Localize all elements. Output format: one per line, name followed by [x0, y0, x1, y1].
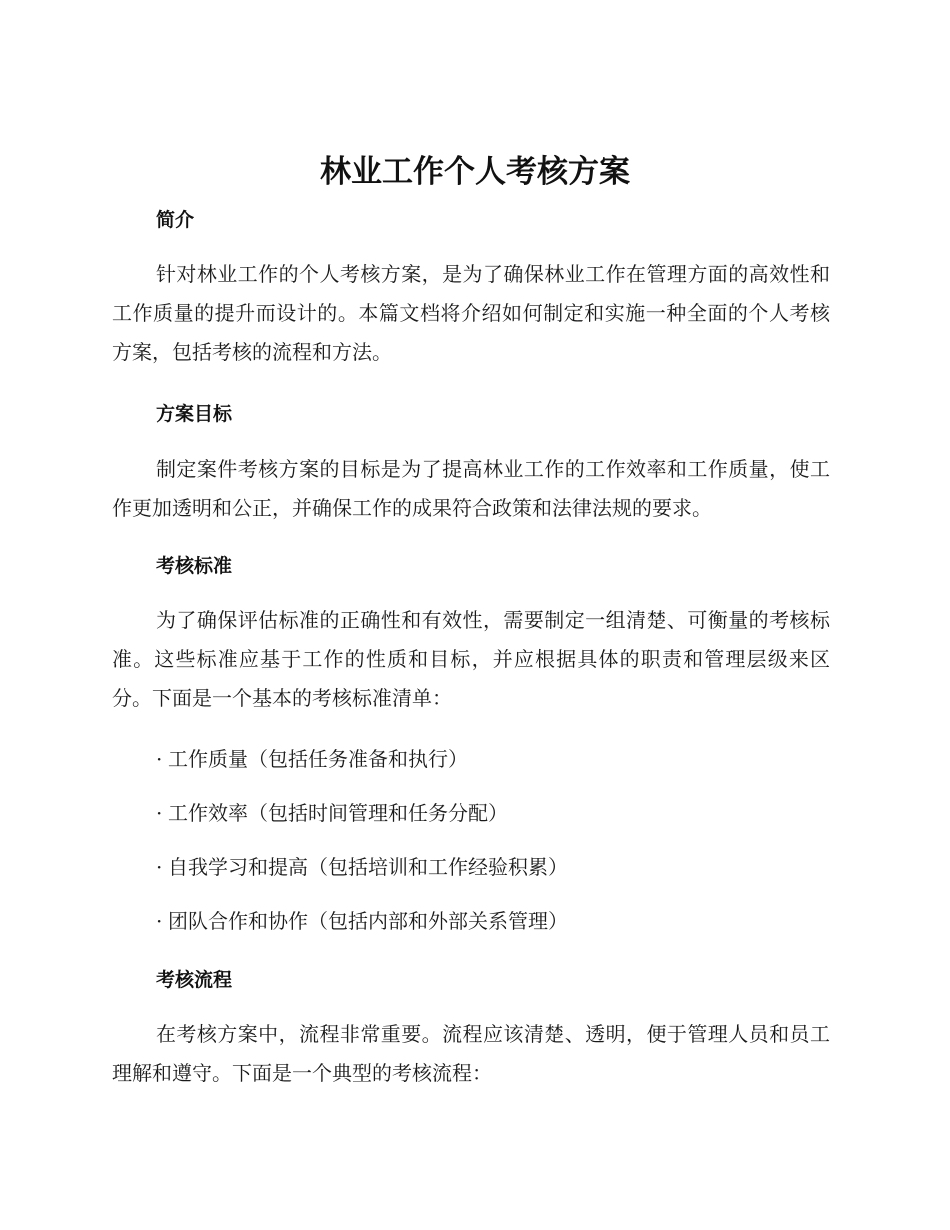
section-heading-process: 考核流程 — [156, 969, 233, 991]
bullet-mark: · — [156, 855, 163, 879]
section-heading-intro: 简介 — [156, 209, 195, 231]
section-paragraph-goals: 制定案件考核方案的目标是为了提高林业工作的工作效率和工作质量，使工作更加透明和公正，并确保工作的成果符合政策和法律法规的要求。 — [112, 457, 830, 520]
criteria-list-item — [156, 744, 468, 774]
section-heading-criteria: 考核标准 — [156, 555, 233, 577]
criteria-list-item-text: 自我学习和提高（包括培训和工作经验积累） — [168, 855, 568, 879]
criteria-list-item — [156, 852, 568, 882]
section-heading-goals: 方案目标 — [156, 403, 233, 425]
section-paragraph-criteria: 为了确保评估标准的正确性和有效性，需要制定一组清楚、可衡量的考核标准。这些标准应基于工作的性质和目标，并应根据具体的职责和管理层级来区分。下面是一个基本的考核标准清单： — [112, 608, 830, 710]
criteria-list-item-text: 工作效率（包括时间管理和任务分配） — [168, 801, 508, 825]
section-paragraph-intro: 针对林业工作的个人考核方案，是为了确保林业工作在管理方面的高效性和工作质量的提升而设计的。本篇文档将介绍如何制定和实施一种全面的个人考核方案，包括考核的流程和方法。 — [112, 262, 830, 364]
criteria-list-item-text: 工作质量（包括任务准备和执行） — [168, 747, 468, 771]
criteria-list-item — [156, 906, 568, 936]
criteria-list-item-text: 团队合作和协作（包括内部和外部关系管理） — [168, 909, 568, 933]
section-paragraph-process: 在考核方案中，流程非常重要。流程应该清楚、透明，便于管理人员和员工理解和遵守。下面是一个典型的考核流程： — [112, 1022, 830, 1085]
bullet-mark: · — [156, 801, 163, 825]
document-title: 林业工作个人考核方案 — [320, 154, 630, 190]
criteria-list-item — [156, 798, 508, 828]
bullet-mark: · — [156, 909, 163, 933]
bullet-mark: · — [156, 747, 163, 771]
